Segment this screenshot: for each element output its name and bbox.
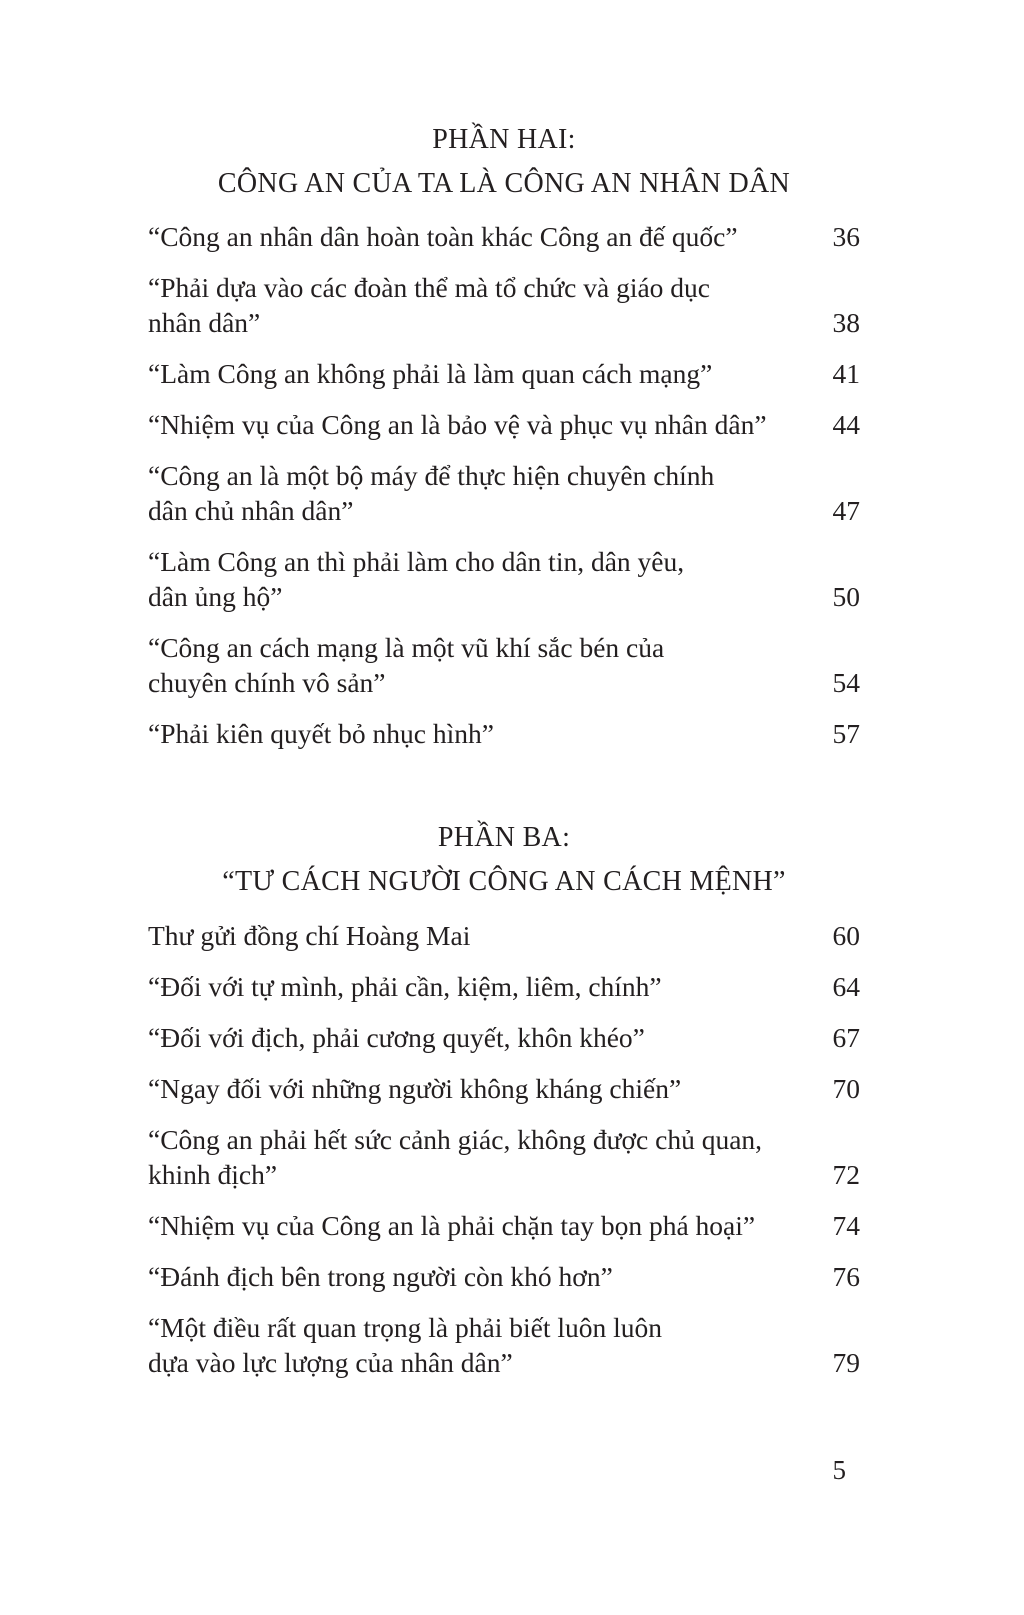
toc-entry-page: 76 xyxy=(832,1261,860,1292)
toc-entry-page: 67 xyxy=(832,1022,860,1053)
toc-entry-page: 79 xyxy=(832,1347,860,1378)
toc-entry-title xyxy=(148,219,826,254)
toc-entry[interactable] xyxy=(148,630,860,700)
toc-entry-title xyxy=(148,1071,826,1106)
part-three-toc-list xyxy=(148,918,860,1396)
part-two-heading xyxy=(148,118,860,206)
toc-entry-title-line: nhân dân” xyxy=(148,307,261,338)
toc-entry-title-line: “Công an là một bộ máy để thực hiện chuyên chính xyxy=(148,460,715,491)
toc-entry-title-line: “Làm Công an không phải là làm quan cách mạng” xyxy=(148,358,713,389)
toc-entry-title xyxy=(148,458,826,528)
part-two-toc-list xyxy=(148,219,860,767)
toc-entry-page: 47 xyxy=(832,495,860,526)
toc-entry[interactable] xyxy=(148,356,860,391)
toc-entry-page: 70 xyxy=(832,1073,860,1104)
toc-entry-title-line: “Một điều rất quan trọng là phải biết luôn luôn xyxy=(148,1312,662,1343)
toc-entry-title-line: “Đối với địch, phải cương quyết, khôn khéo” xyxy=(148,1022,645,1053)
part-heading-title: CÔNG AN CỦA TA LÀ CÔNG AN NHÂN DÂN xyxy=(217,168,791,199)
toc-entry-title xyxy=(148,918,826,953)
toc-entry-title-line: “Công an nhân dân hoàn toàn khác Công an đế quốc” xyxy=(148,221,738,252)
toc-entry-title-line: “Đối với tự mình, phải cần, kiệm, liêm, chính” xyxy=(148,971,662,1002)
toc-entry[interactable] xyxy=(148,219,860,254)
toc-entry-title xyxy=(148,1020,826,1055)
toc-entry-title-line: dân ủng hộ” xyxy=(148,581,283,612)
part-heading-label: PHẦN HAI: xyxy=(432,124,576,155)
toc-entry-title xyxy=(148,270,826,340)
toc-entry[interactable] xyxy=(148,1310,860,1380)
part-three-heading xyxy=(148,816,860,904)
part-heading-title: “TƯ CÁCH NGƯỜI CÔNG AN CÁCH MỆNH” xyxy=(222,866,786,897)
toc-entry-page: 60 xyxy=(832,920,860,951)
toc-entry-page: 57 xyxy=(832,718,860,749)
part-heading-label: PHẦN BA: xyxy=(437,822,571,853)
toc-entry-title xyxy=(148,1122,826,1192)
toc-entry-page: 50 xyxy=(832,581,860,612)
toc-entry-title-line: “Làm Công an thì phải làm cho dân tin, dân yêu, xyxy=(148,546,685,577)
toc-entry[interactable] xyxy=(148,1020,860,1055)
toc-page xyxy=(148,0,860,1615)
toc-entry-title xyxy=(148,630,826,700)
toc-entry-title-line: chuyên chính vô sản” xyxy=(148,667,386,698)
toc-entry-page: 36 xyxy=(832,221,860,252)
toc-entry[interactable] xyxy=(148,969,860,1004)
toc-entry-title xyxy=(148,1208,826,1243)
toc-entry-page: 64 xyxy=(832,971,860,1002)
toc-entry[interactable] xyxy=(148,270,860,340)
toc-entry[interactable] xyxy=(148,716,860,751)
toc-entry[interactable] xyxy=(148,1122,860,1192)
toc-entry[interactable] xyxy=(148,1071,860,1106)
toc-entry-page: 54 xyxy=(832,667,860,698)
toc-entry-page: 41 xyxy=(832,358,860,389)
toc-entry-title-line: dân chủ nhân dân” xyxy=(148,495,354,526)
toc-entry-title-line: Thư gửi đồng chí Hoàng Mai xyxy=(148,920,471,951)
toc-entry-title-line: “Đánh địch bên trong người còn khó hơn” xyxy=(148,1261,613,1292)
toc-entry[interactable] xyxy=(148,544,860,614)
toc-entry[interactable] xyxy=(148,407,860,442)
toc-entry-title xyxy=(148,969,826,1004)
toc-entry-page: 38 xyxy=(832,307,860,338)
toc-entry-title-line: “Phải dựa vào các đoàn thể mà tổ chức và giáo dục xyxy=(148,272,711,303)
toc-entry-title-line: “Nhiệm vụ của Công an là phải chặn tay bọn phá hoại” xyxy=(148,1210,756,1241)
toc-entry-title-line: “Ngay đối với những người không kháng chiến” xyxy=(148,1073,682,1104)
toc-entry-title xyxy=(148,1259,826,1294)
toc-entry-page: 72 xyxy=(832,1159,860,1190)
toc-entry-title-line: “Công an phải hết sức cảnh giác, không được chủ quan, xyxy=(148,1124,763,1155)
toc-entry-title xyxy=(148,544,826,614)
toc-entry-title xyxy=(148,716,826,751)
toc-entry-title xyxy=(148,356,826,391)
toc-entry-title xyxy=(148,407,826,442)
toc-entry[interactable] xyxy=(148,458,860,528)
toc-entry-title-line: dựa vào lực lượng của nhân dân” xyxy=(148,1347,513,1378)
toc-entry-title-line: “Phải kiên quyết bỏ nhục hình” xyxy=(148,718,494,749)
toc-entry-title xyxy=(148,1310,826,1380)
page-number: 5 xyxy=(832,1455,846,1485)
toc-entry-page: 44 xyxy=(832,409,860,440)
toc-entry-page: 74 xyxy=(832,1210,860,1241)
toc-entry-title-line: “Nhiệm vụ của Công an là bảo vệ và phục vụ nhân dân” xyxy=(148,409,767,440)
toc-entry[interactable] xyxy=(148,1208,860,1243)
toc-entry[interactable] xyxy=(148,1259,860,1294)
toc-entry-title-line: khinh địch” xyxy=(148,1159,278,1190)
toc-entry-title-line: “Công an cách mạng là một vũ khí sắc bén của xyxy=(148,632,665,663)
toc-entry[interactable] xyxy=(148,918,860,953)
